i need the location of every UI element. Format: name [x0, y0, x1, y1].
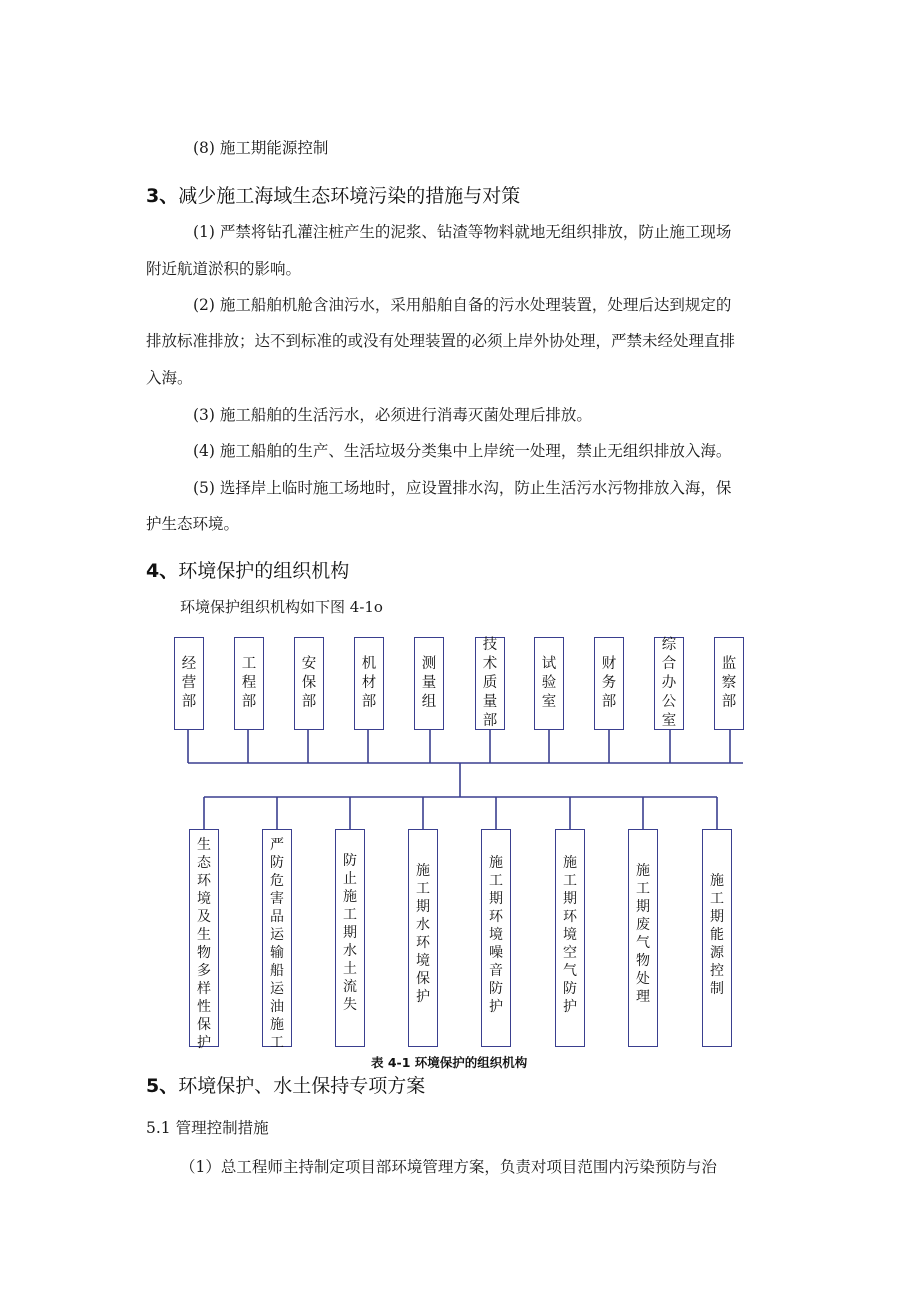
org-box-char: 期 [563, 891, 577, 907]
org-box-char: 多 [197, 963, 211, 979]
org-box-char: 室 [541, 694, 557, 710]
org-box-char: 品 [270, 909, 284, 925]
subsection-5-1: 5.1 管理控制措施 [146, 1119, 269, 1137]
org-box-char: 土 [343, 961, 357, 977]
org-box-char: 术 [482, 656, 498, 672]
org-box-char: 源 [710, 945, 724, 961]
org-box-bottom [262, 829, 292, 1051]
measure-1-line-2: 附近航道淤积的影响。 [146, 260, 302, 278]
org-box-top [174, 637, 204, 730]
section-4-title: 环境保护的组织机构 [178, 560, 350, 582]
measure-2-line-3: 入海。 [146, 369, 193, 387]
org-box-char: 危 [270, 873, 284, 889]
org-box-char: 工 [710, 891, 724, 907]
figure-caption: 表 4-1 环境保护的组织机构 [371, 1055, 528, 1070]
org-box-char: 安 [301, 656, 317, 672]
org-box-char: 防 [270, 855, 284, 871]
org-box-char: 监 [721, 656, 737, 672]
org-box-char: 能 [710, 927, 724, 943]
measure-5-line-2: 护生态环境。 [146, 515, 240, 533]
org-box-char: 样 [197, 981, 211, 997]
measure-3: (3) 施工船舶的生活污水，必须进行消毒灭菌处理后排放。 [193, 406, 592, 424]
org-box-top [354, 637, 384, 730]
org-box-char: 保 [301, 675, 317, 691]
section-5-title: 环境保护、水土保持专项方案 [178, 1075, 426, 1097]
measure-2-line-1: (2) 施工船舶机舱含油污水，采用船舶自备的污水处理装置，处理后达到规定的 [193, 296, 732, 314]
org-box-char: 生 [197, 837, 211, 853]
org-box-char: 气 [563, 963, 577, 979]
org-box-char: 测 [421, 656, 437, 672]
org-box-char: 空 [563, 945, 577, 961]
org-box-char: 施 [710, 873, 724, 889]
org-box-char: 部 [721, 694, 737, 710]
org-box-char: 量 [421, 675, 437, 691]
org-box-char: 部 [601, 694, 617, 710]
org-box-char: 护 [489, 999, 503, 1015]
org-box-char: 船 [270, 963, 284, 979]
org-box-char: 工 [489, 873, 503, 889]
org-box-char: 部 [241, 694, 257, 710]
org-box-char: 境 [563, 927, 577, 943]
org-box-char: 境 [416, 953, 430, 969]
org-box-top [294, 637, 324, 730]
org-box-char: 制 [710, 981, 724, 997]
org-box-char: 控 [710, 963, 724, 979]
org-box-bottom [408, 829, 438, 1047]
measure-1-line-1: (1) 严禁将钻孔灌注桩产生的泥浆、钻渣等物料就地无组织排放，防止施工现场 [193, 223, 732, 241]
org-box-char: 办 [661, 675, 677, 691]
org-box-char: 施 [563, 855, 577, 871]
control-measure-1: （1）总工程师主持制定项目部环境管理方案，负责对项目范围内污染预防与治 [180, 1158, 717, 1176]
org-box-char: 态 [197, 855, 211, 871]
org-box-bottom [628, 829, 658, 1047]
org-box-bottom [335, 829, 365, 1047]
figure-intro: 环境保护组织机构如下图 4-1o [180, 598, 383, 616]
org-box-char: 工 [270, 1035, 284, 1051]
org-box-char: 气 [636, 935, 650, 951]
org-box-top [414, 637, 444, 730]
section-5-number: 5、 [146, 1075, 179, 1097]
org-box-char: 公 [661, 694, 677, 710]
org-box-char: 护 [416, 989, 430, 1005]
org-box-char: 油 [270, 999, 284, 1015]
measure-4: (4) 施工船舶的生产、生活垃圾分类集中上岸统一处理，禁止无组织排放入海。 [193, 442, 732, 460]
org-box-char: 物 [636, 953, 650, 969]
measure-2-line-2: 排放标准排放；达不到标准的或没有处理装置的必须上岸外协处理，严禁未经处理直排 [146, 332, 736, 350]
org-box-char: 工 [343, 907, 357, 923]
org-box-top [714, 637, 744, 730]
org-box-char: 护 [563, 999, 577, 1015]
org-box-char: 营 [181, 675, 197, 691]
org-box-char: 工 [636, 881, 650, 897]
org-box-char: 合 [661, 656, 677, 672]
org-box-char: 工 [416, 881, 430, 897]
org-box-top [475, 637, 505, 730]
section-3-number: 3、 [146, 185, 179, 207]
org-box-char: 水 [416, 917, 430, 933]
org-box-char: 综 [661, 637, 677, 653]
org-box-char: 环 [489, 909, 503, 925]
org-box-char: 严 [270, 837, 284, 853]
org-box-char: 期 [343, 925, 357, 941]
org-box-char: 生 [197, 927, 211, 943]
org-box-char: 务 [601, 675, 617, 691]
org-box-char: 验 [541, 675, 557, 691]
org-box-char: 环 [197, 873, 211, 889]
list-item-8: (8) 施工期能源控制 [193, 139, 329, 157]
org-box-char: 流 [343, 979, 357, 995]
org-box-bottom [555, 829, 585, 1047]
org-box-char: 期 [710, 909, 724, 925]
org-box-char: 理 [636, 989, 650, 1005]
org-box-char: 材 [361, 675, 377, 691]
org-box-char: 部 [181, 694, 197, 710]
org-box-char: 失 [343, 997, 357, 1013]
org-box-char: 部 [361, 694, 377, 710]
org-box-char: 施 [343, 889, 357, 905]
org-box-char: 期 [416, 899, 430, 915]
measure-5-line-1: (5) 选择岸上临时施工场地时，应设置排水沟，防止生活污水污物排放入海，保 [193, 479, 732, 497]
org-box-char: 护 [197, 1035, 211, 1051]
org-box-char: 输 [270, 945, 284, 961]
org-box-char: 及 [197, 909, 211, 925]
org-box-char: 音 [489, 963, 503, 979]
org-box-char: 部 [301, 694, 317, 710]
org-box-char: 技 [482, 637, 498, 653]
org-box-char: 废 [636, 917, 650, 933]
org-box-char: 保 [416, 971, 430, 987]
org-box-char: 物 [197, 945, 211, 961]
org-box-char: 运 [270, 981, 284, 997]
org-box-char: 环 [416, 935, 430, 951]
org-box-char: 性 [197, 999, 211, 1015]
org-box-char: 施 [270, 1017, 284, 1033]
org-box-char: 施 [416, 863, 430, 879]
org-box-char: 察 [721, 675, 737, 691]
org-box-char: 环 [563, 909, 577, 925]
org-box-char: 境 [489, 927, 503, 943]
org-box-char: 害 [270, 891, 284, 907]
org-box-char: 经 [181, 656, 197, 672]
org-box-top [594, 637, 624, 730]
org-box-char: 水 [343, 943, 357, 959]
org-box-char: 工 [563, 873, 577, 889]
org-box-char: 施 [489, 855, 503, 871]
org-box-char: 防 [489, 981, 503, 997]
org-box-char: 防 [343, 853, 357, 869]
org-box-char: 噪 [489, 945, 503, 961]
org-box-char: 保 [197, 1017, 211, 1033]
org-box-char: 组 [421, 694, 437, 710]
org-box-bottom [189, 829, 219, 1051]
org-box-char: 运 [270, 927, 284, 943]
section-5-heading [146, 1071, 425, 1098]
org-box-char: 部 [482, 713, 498, 729]
org-box-top [234, 637, 264, 730]
org-box-char: 室 [661, 713, 677, 729]
org-box-char: 期 [636, 899, 650, 915]
org-box-top [654, 637, 684, 730]
org-box-char: 机 [361, 656, 377, 672]
org-box-char: 期 [489, 891, 503, 907]
org-box-char: 工 [241, 656, 257, 672]
org-box-top [534, 637, 564, 730]
org-box-char: 质 [482, 675, 498, 691]
org-box-char: 施 [636, 863, 650, 879]
section-4-number: 4、 [146, 560, 179, 582]
org-box-char: 防 [563, 981, 577, 997]
org-box-char: 止 [343, 871, 357, 887]
org-box-bottom [481, 829, 511, 1047]
org-box-bottom [702, 829, 732, 1047]
section-3-title: 减少施工海域生态环境污染的措施与对策 [178, 185, 521, 207]
org-box-char: 处 [636, 971, 650, 987]
org-box-char: 境 [197, 891, 211, 907]
org-box-char: 财 [601, 656, 617, 672]
org-box-char: 试 [541, 656, 557, 672]
org-box-char: 程 [241, 675, 257, 691]
org-box-char: 量 [482, 694, 498, 710]
